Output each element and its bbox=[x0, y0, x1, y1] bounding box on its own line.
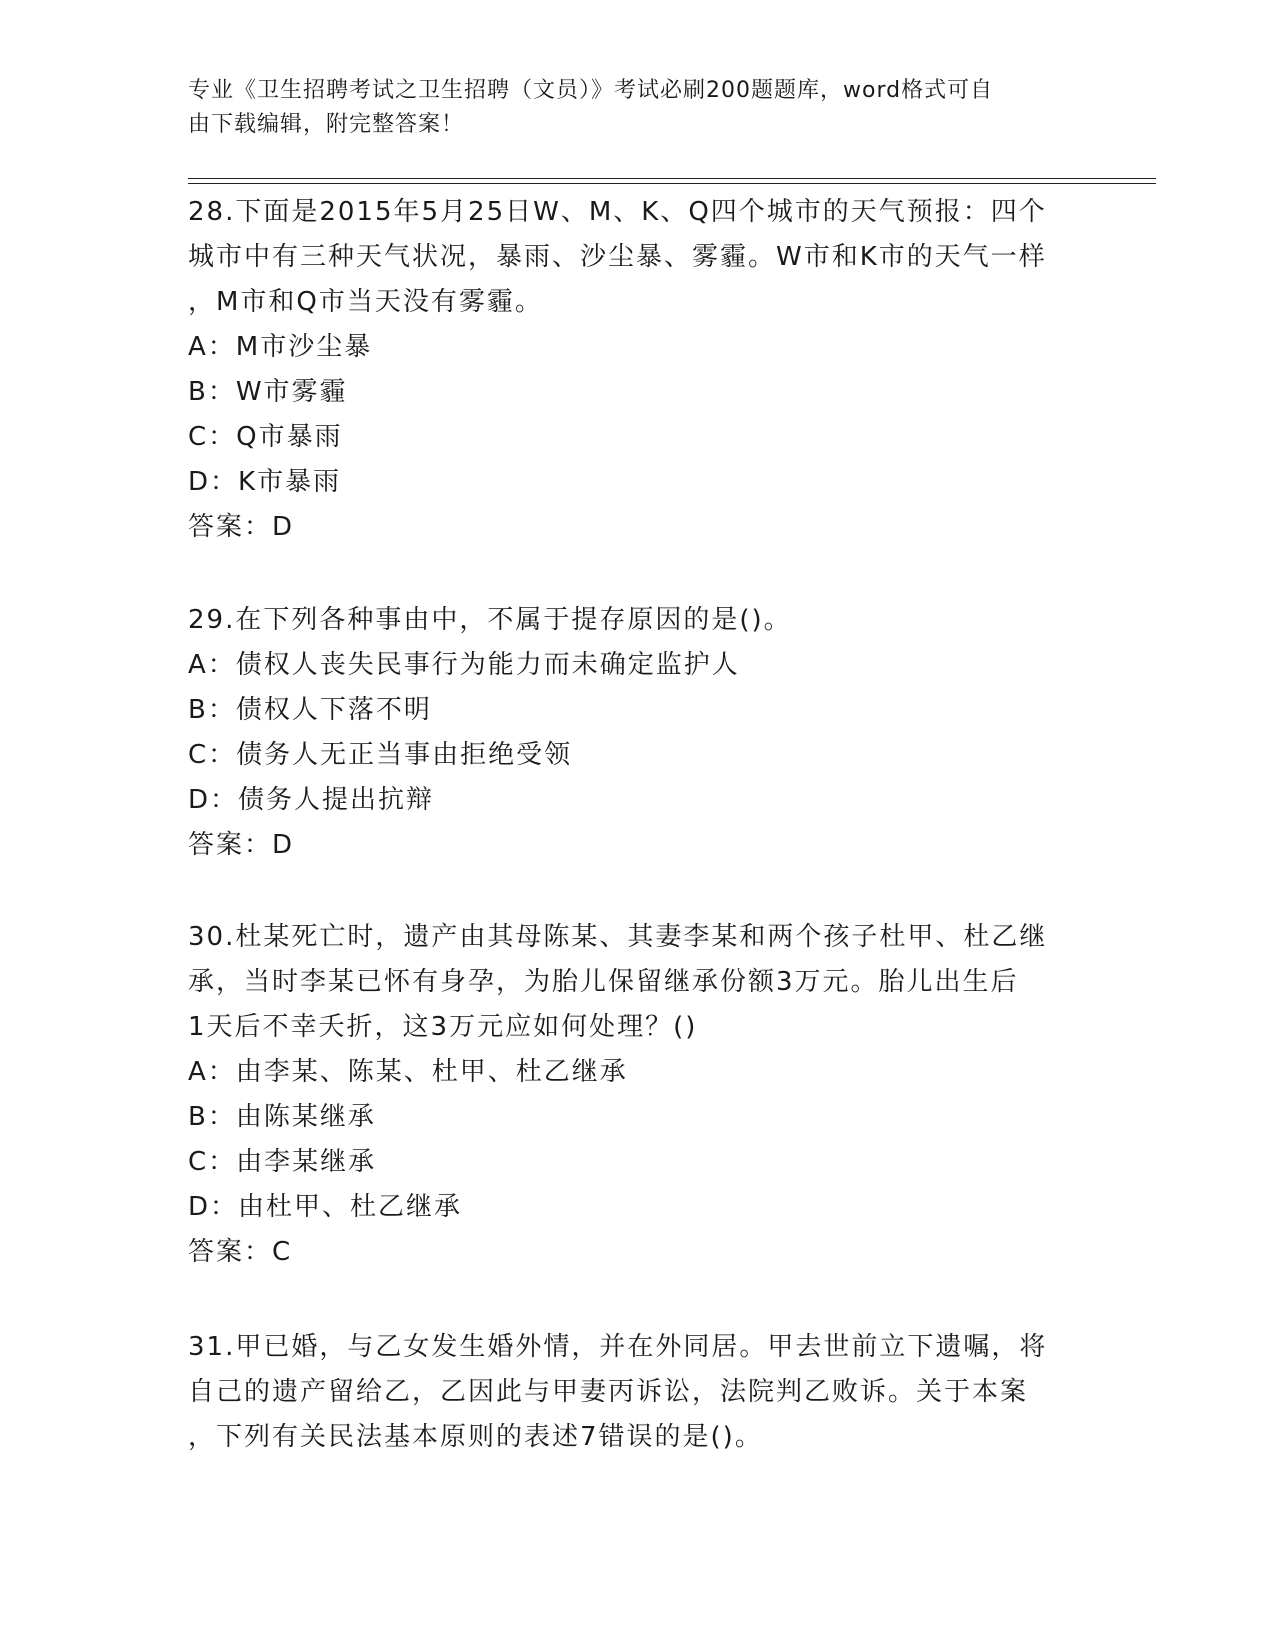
option-b: B：债权人下落不明 bbox=[188, 695, 432, 725]
option-d: D：由杜甲、杜乙继承 bbox=[188, 1192, 463, 1222]
question-text-line: 31.甲已婚，与乙女发生婚外情，并在外同居。甲去世前立下遗嘱，将 bbox=[188, 1332, 1048, 1362]
option-b: B：由陈某继承 bbox=[188, 1102, 376, 1132]
question-text-line: ，下列有关民法基本原则的表述7错误的是()。 bbox=[188, 1422, 763, 1452]
question-text-line: 28.下面是2015年5月25日W、M、K、Q四个城市的天气预报：四个 bbox=[188, 197, 1047, 227]
question-text-line: 30.杜某死亡时，遗产由其母陈某、其妻李某和两个孩子杜甲、杜乙继 bbox=[188, 922, 1048, 952]
question-text-line: 承，当时李某已怀有身孕，为胎儿保留继承份额3万元。胎儿出生后 bbox=[188, 967, 1019, 997]
question-text-line: ，M市和Q市当天没有雾霾。 bbox=[188, 287, 543, 317]
option-d: D：K市暴雨 bbox=[188, 467, 342, 497]
question-31 bbox=[188, 1325, 1088, 1460]
document-header bbox=[188, 74, 1068, 142]
header-line-1: 专业《卫生招聘考试之卫生招聘（文员）》考试必刷200题题库，word格式可自 bbox=[188, 78, 994, 103]
option-a: A：M市沙尘暴 bbox=[188, 332, 373, 362]
question-28 bbox=[188, 190, 1088, 550]
header-line-2: 由下载编辑，附完整答案！ bbox=[188, 112, 465, 137]
option-c: C：由李某继承 bbox=[188, 1147, 377, 1177]
answer: 答案：D bbox=[188, 512, 295, 542]
option-a: A：由李某、陈某、杜甲、杜乙继承 bbox=[188, 1057, 628, 1087]
option-b: B：W市雾霾 bbox=[188, 377, 348, 407]
option-a: A：债权人丧失民事行为能力而未确定监护人 bbox=[188, 650, 740, 680]
answer: 答案：C bbox=[188, 1237, 293, 1267]
question-text-line: 自己的遗产留给乙，乙因此与甲妻丙诉讼，法院判乙败诉。关于本案 bbox=[188, 1377, 1029, 1407]
option-c: C：债务人无正当事由拒绝受领 bbox=[188, 740, 573, 770]
option-d: D：债务人提出抗辩 bbox=[188, 785, 435, 815]
question-text-line: 1天后不幸夭折，这3万元应如何处理？() bbox=[188, 1012, 698, 1042]
option-c: C：Q市暴雨 bbox=[188, 422, 343, 452]
answer: 答案：D bbox=[188, 830, 295, 860]
question-text-line: 29.在下列各种事由中，不属于提存原因的是()。 bbox=[188, 605, 792, 635]
question-text-line: 城市中有三种天气状况，暴雨、沙尘暴、雾霾。W市和K市的天气一样 bbox=[188, 242, 1047, 272]
question-29 bbox=[188, 598, 1088, 868]
question-30 bbox=[188, 915, 1088, 1275]
header-rule-top bbox=[188, 178, 1156, 179]
header-rule-bottom bbox=[188, 183, 1156, 184]
